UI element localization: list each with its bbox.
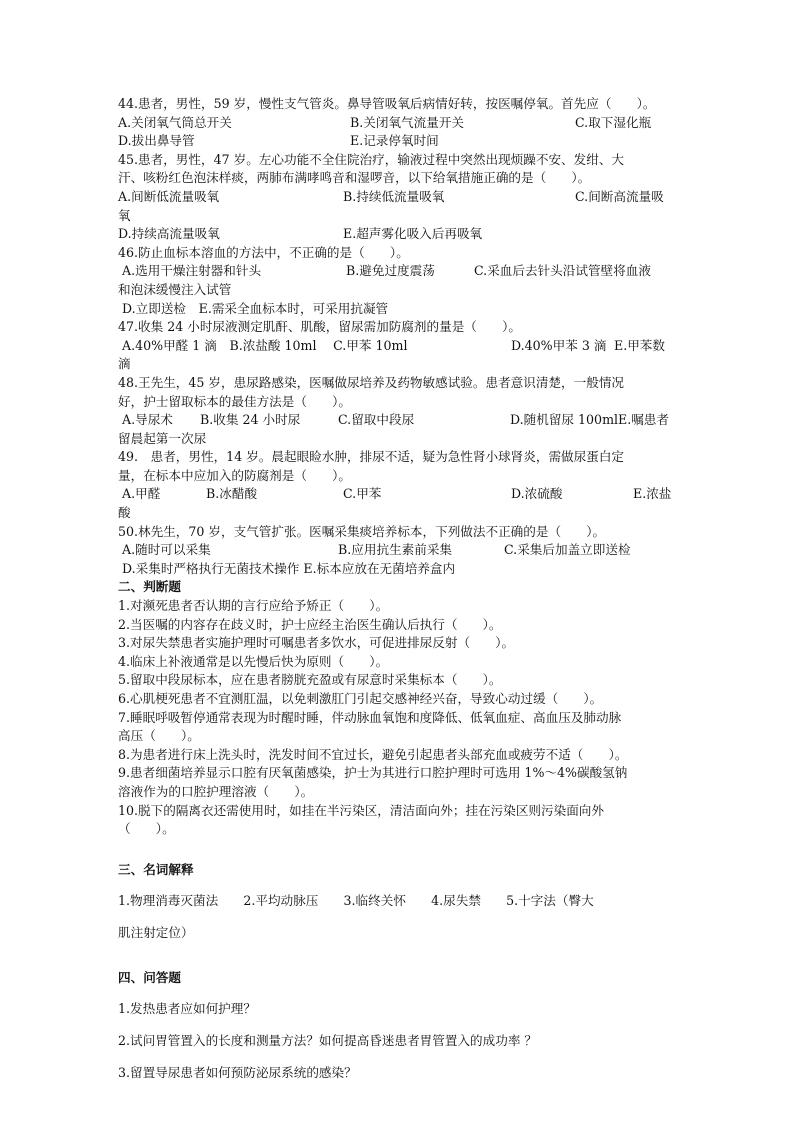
question-45-stem-cont: 汗、咳粉红色泡沫样痰，两肺布满哮鸣音和湿啰音，以下给氧措施正确的是（ ）。 <box>118 170 591 186</box>
option-b: B.关闭氧气流量开关 <box>350 114 465 130</box>
judge-item-cont: 溶液作为的口腔护理溶液（ ）。 <box>118 783 314 799</box>
question-46-options-row2: D.立即送检 E.需采全血标本时，可采用抗凝管 <box>122 300 389 316</box>
option-c: C.甲苯 <box>343 486 382 502</box>
question-50-options-row1 <box>118 541 678 560</box>
question-48-stem-cont: 好，护士留取标本的最佳方法是（ ）。 <box>118 393 351 409</box>
option-a: A.关闭氧气筒总开关 <box>118 114 232 130</box>
option-b: B.冰醋酸 <box>206 486 258 502</box>
essay-question: 1.发热患者应如何护理？ <box>118 1000 256 1016</box>
option-d: D.浓硫酸 <box>511 486 563 502</box>
question-46-stem: 46.防止血标本溶血的方法中，不正确的是（ ）。 <box>118 244 409 260</box>
question-44-options-row2 <box>118 132 678 151</box>
section-4-title: 四、问答题 <box>118 969 181 985</box>
judge-item: 10.脱下的隔离衣还需使用时，如挂在半污染区，清洁面向外；挂在污染区则污染面向外 <box>118 802 604 818</box>
option-e-cont: 滴 <box>118 356 131 372</box>
option-b: B.收集 24 小时尿 <box>200 412 301 428</box>
question-50-stem: 50.林先生，70 岁，支气管扩张。医嘱采集痰培养标本，下列做法不正确的是（ ）。 <box>118 523 606 539</box>
question-45-stem: 45.患者，男性，47 岁。左心功能不全住院治疗，输液过程中突然出现烦躁不安、发绀、大 <box>118 151 625 167</box>
question-46-options-row1 <box>118 262 678 281</box>
option-d: D.持续高流量吸氧 <box>118 226 220 242</box>
option-e: E.记录停氧时间 <box>350 133 439 149</box>
question-48-stem: 48.王先生，45 岁，患尿路感染，医嘱做尿培养及药物敏感试验。患者意识清楚，一般情况 <box>118 374 625 390</box>
judge-item: 5.留取中段尿标本，应在患者膀胱充盈或有尿意时采集标本（ ）。 <box>118 672 502 688</box>
option-a: A.导尿术 <box>122 412 173 428</box>
options-abc: A.40%甲醛 1 滴 B.浓盐酸 10ml C.甲苯 10ml <box>122 337 408 353</box>
option-c: C.取下湿化瓶 <box>575 114 652 130</box>
option-d: D.拔出鼻导管 <box>118 133 195 149</box>
option-c: C.间断高流量吸 <box>575 188 664 204</box>
section-3-title: 三、名词解释 <box>118 861 194 877</box>
judge-item: 3.对尿失禁患者实施护理时可嘱患者多饮水，可促进排尿反射（ ）。 <box>118 635 515 651</box>
option-c: C.留取中段尿 <box>338 412 415 428</box>
judge-item: 2.当医嘱的内容存在歧义时，护士应经主治医生确认后执行（ ）。 <box>118 616 502 632</box>
judge-item-cont: 高压（ ）。 <box>118 728 200 744</box>
essay-question: 3.留置导尿患者如何预防泌尿系统的感染？ <box>118 1064 357 1080</box>
document-body <box>118 95 678 1089</box>
option-c-cont: 氧 <box>118 207 131 223</box>
option-c: C.采集后加盖立即送检 <box>504 542 631 558</box>
judge-item: 4.临床上补液通常是以先慢后快为原则（ ）。 <box>118 653 389 669</box>
question-50-options-row2: D.采集时严格执行无菌技术操作 E.标本应放在无菌培养盒内 <box>122 560 456 576</box>
question-44-options-row1 <box>118 114 678 133</box>
option-e-cont: 酸 <box>118 505 131 521</box>
option-d: D.随机留尿 100ml <box>510 412 619 428</box>
question-49-stem-cont: 量，在标本中应加入的防腐剂是（ ）。 <box>118 467 351 483</box>
question-47-options <box>118 337 678 356</box>
judge-item: 1.对濒死患者否认期的言行应给予矫正（ ）。 <box>118 598 389 614</box>
option-e: E.甲苯数 <box>614 337 665 353</box>
option-c-cont: 和泡沫缓慢注入试管 <box>118 281 232 297</box>
option-e: E.嘱患者 <box>618 412 669 428</box>
option-a: A.甲醛 <box>122 486 161 502</box>
judge-item: 8.为患者进行床上洗头时，洗发时间不宜过长，避免引起患者头部充血或疲劳不适（ ）。 <box>118 746 628 762</box>
option-e: E.浓盐 <box>633 486 672 502</box>
option-e-cont: 留晨起第一次尿 <box>118 430 207 446</box>
question-48-options <box>118 411 678 430</box>
question-44-stem: 44.患者，男性，59 岁，慢性支气管炎。鼻导管吸氧后病情好转，按医嘱停氧。首先应（ ）。 <box>118 96 656 111</box>
option-a: A.选用干燥注射器和针头 <box>122 263 262 279</box>
question-47-stem: 47.收集 24 小时尿液测定肌酐、肌酸，留尿需加防腐剂的量是（ ）。 <box>118 319 521 335</box>
term-list-cont: 肌注射定位） <box>118 924 194 940</box>
option-e: E.超声雾化吸入后再吸氧 <box>343 226 483 242</box>
option-a: A.间断低流量吸氧 <box>118 188 220 204</box>
essay-question: 2.试问胃管置入的长度和测量方法？如何提高昏迷患者胃管置入的成功率 ？ <box>118 1032 538 1048</box>
question-45-options-row2 <box>118 225 678 244</box>
question-49-stem: 49. 患者，男性，14 岁。晨起眼睑水肿，排尿不适，疑为急性肾小球肾炎，需做尿蛋白定 <box>118 449 625 465</box>
judge-item-cont: （ ）。 <box>118 821 175 837</box>
term-list: 1.物理消毒灭菌法 2.平均动脉压 3.临终关怀 4.尿失禁 5.十字法（臀大 <box>118 892 594 908</box>
option-b: B.持续低流量吸氧 <box>343 188 445 204</box>
judge-item: 6.心肌梗死患者不宜测肛温，以免刺激肛门引起交感神经兴奋，导致心动过缓（ ）。 <box>118 691 603 706</box>
option-d: D.40%甲苯 3 滴 <box>511 337 607 353</box>
judge-item: 7.睡眠呼吸暂停通常表现为时醒时睡，伴动脉血氧饱和度降低、低氧血症、高血压及肺动脉 <box>118 709 622 725</box>
section-2-title: 二、判断题 <box>118 579 181 595</box>
question-45-options-row1 <box>118 188 678 207</box>
option-c: C.采血后去针头沿试管壁将血液 <box>474 263 651 279</box>
question-49-options <box>118 485 678 504</box>
option-b: B.应用抗生素前采集 <box>338 542 453 558</box>
option-b: B.避免过度震荡 <box>346 263 435 279</box>
judge-item: 9.患者细菌培养显示口腔有厌氧菌感染，护士为其进行口腔护理时可选用 1%～4%碳酸氢钠 <box>118 765 628 781</box>
option-a: A.随时可以采集 <box>122 542 211 558</box>
